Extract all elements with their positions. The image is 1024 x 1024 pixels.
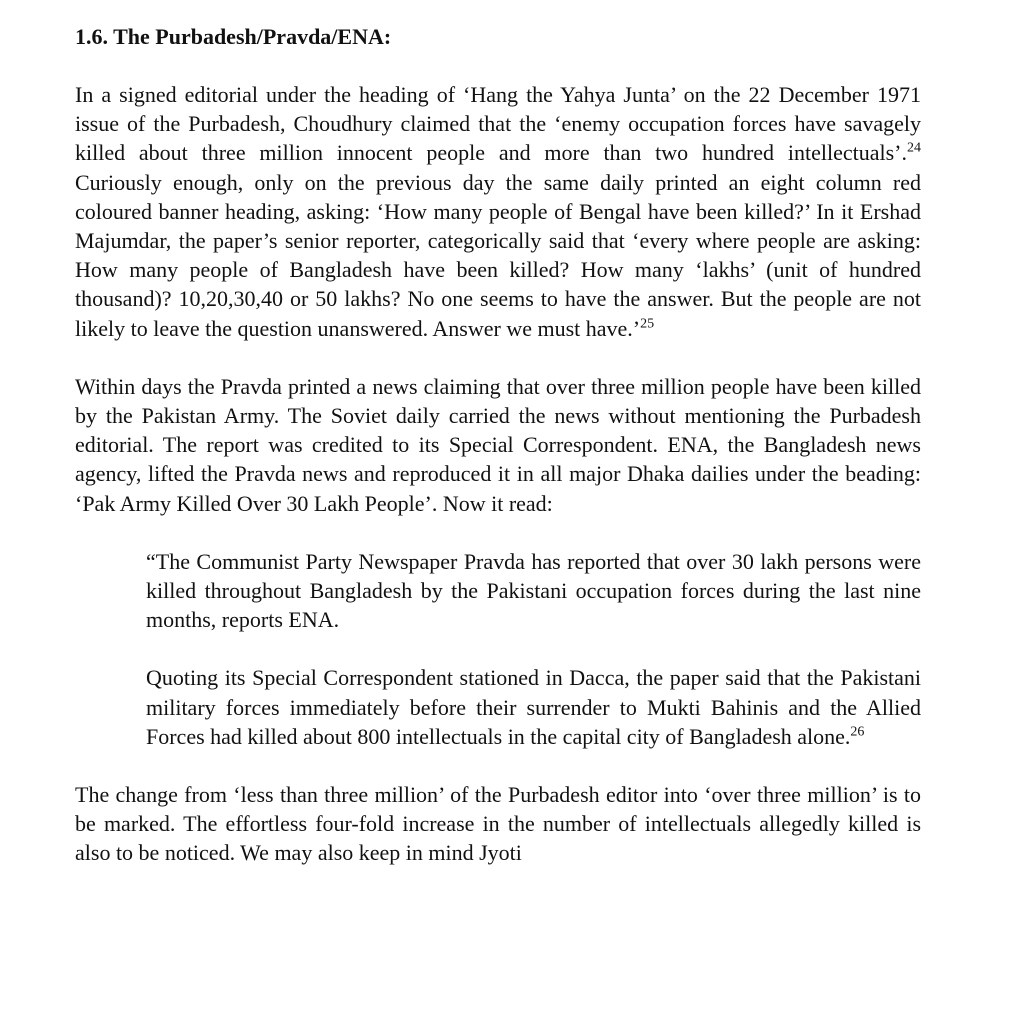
document-page xyxy=(75,22,921,897)
section-heading: 1.6. The Purbadesh/Pravda/ENA: xyxy=(75,24,392,49)
footnote-ref-25: 25 xyxy=(640,316,655,332)
text-segment: “The Communist Party Newspaper Pravda has reported that over 30 lakh persons were killed throughout Bangladesh by the Pakistani occupation forces during the last nine months, reports ENA. xyxy=(146,548,921,633)
text-segment: Curiously enough, only on the previous day the same daily printed an eight column red coloured banner heading, asking: ‘How many people of Bengal have been killed?’ In it Ershad Majumdar, the paper’s senior reporter, categorically said that ‘every where people are asking: How many people of Bangladesh have been killed? How many ‘lakhs’ (unit of hundred thousand)? 10,20,30,40 or 50 lakhs? No one seems to have the answer. But the people are not likely to leave the question unanswered. Answer we must have.’ xyxy=(75,169,921,341)
text-segment: The change from ‘less than three million’ of the Purbadesh editor into ‘over three million’ is to be marked. The effortless four-fold increase in the number of intellectuals allegedly killed is also to be noticed. We may also keep in mind Jyoti xyxy=(75,782,921,866)
block-quote-correspondent xyxy=(146,663,921,751)
block-quote-pravda xyxy=(146,547,921,635)
text-segment: Quoting its Special Correspondent stationed in Dacca, the paper said that the Pakistani military forces immediately before their surrender to Mukti Bahinis and the Allied Forces had killed about 800 intellectuals in the capital city of Bangladesh alone. xyxy=(146,665,921,749)
paragraph-purbadesh-editorial xyxy=(75,80,921,343)
footnote-ref-26: 26 xyxy=(850,724,865,740)
text-segment: In a signed editorial under the heading of ‘Hang the Yahya Junta’ on the 22 December 1971 issue of the Purbadesh, Choudhury claimed that the ‘enemy occupation forces have savagely killed about three million innocent people and more than two hundred intellectuals’. xyxy=(75,82,921,166)
footnote-ref-24: 24 xyxy=(907,141,921,157)
text-segment: Within days the Pravda printed a news claiming that over three million people have been killed by the Pakistan Army. The Soviet daily carried the news without mentioning the Purbadesh editorial. The report was credited to its Special Correspondent. ENA, the Bangladesh news agency, lifted the Pravda news and reproduced it in all major Dhaka dailies under the beading: ‘Pak Army Killed Over 30 Lakh People’. Now it read: xyxy=(75,373,921,516)
paragraph-pravda-report xyxy=(75,372,921,518)
paragraph-closing xyxy=(75,780,921,868)
